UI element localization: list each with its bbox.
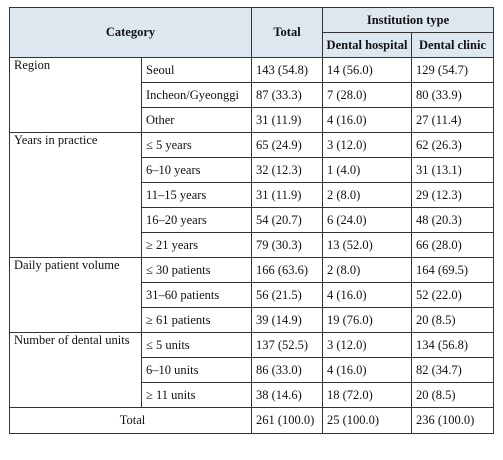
dental-clinic-cell: 164 (69.5) <box>412 258 494 283</box>
group-label: Years in practice <box>10 133 142 258</box>
subcategory-cell: Other <box>142 108 252 133</box>
table-header <box>10 8 494 58</box>
total-cell: 65 (24.9) <box>252 133 323 158</box>
header-dental-clinic: Dental clinic <box>412 33 494 58</box>
table-row <box>10 333 494 358</box>
total-cell: 86 (33.0) <box>252 358 323 383</box>
total-row-hospital: 25 (100.0) <box>323 408 412 434</box>
table-footer <box>10 408 494 434</box>
dental-hospital-cell: 2 (8.0) <box>323 258 412 283</box>
total-row-total: 261 (100.0) <box>252 408 323 434</box>
dental-clinic-cell: 31 (13.1) <box>412 158 494 183</box>
dental-clinic-cell: 29 (12.3) <box>412 183 494 208</box>
subcategory-cell: 6–10 years <box>142 158 252 183</box>
subcategory-cell: Seoul <box>142 58 252 83</box>
dental-clinic-cell: 48 (20.3) <box>412 208 494 233</box>
group-label: Number of dental units <box>10 333 142 408</box>
total-cell: 31 (11.9) <box>252 183 323 208</box>
dental-clinic-cell: 52 (22.0) <box>412 283 494 308</box>
header-total: Total <box>252 8 323 58</box>
header-dental-hospital: Dental hospital <box>323 33 412 58</box>
dental-hospital-cell: 4 (16.0) <box>323 283 412 308</box>
total-cell: 56 (21.5) <box>252 283 323 308</box>
dental-clinic-cell: 27 (11.4) <box>412 108 494 133</box>
total-cell: 137 (52.5) <box>252 333 323 358</box>
subcategory-cell: ≤ 5 years <box>142 133 252 158</box>
table-row <box>10 133 494 158</box>
subcategory-cell: ≥ 21 years <box>142 233 252 258</box>
dental-hospital-cell: 4 (16.0) <box>323 108 412 133</box>
table-body <box>10 58 494 408</box>
total-cell: 39 (14.9) <box>252 308 323 333</box>
dental-clinic-cell: 82 (34.7) <box>412 358 494 383</box>
total-row <box>10 408 494 434</box>
dental-hospital-cell: 6 (24.0) <box>323 208 412 233</box>
total-cell: 32 (12.3) <box>252 158 323 183</box>
total-cell: 87 (33.3) <box>252 83 323 108</box>
dental-hospital-cell: 4 (16.0) <box>323 358 412 383</box>
total-cell: 54 (20.7) <box>252 208 323 233</box>
dental-clinic-cell: 20 (8.5) <box>412 383 494 408</box>
subcategory-cell: 6–10 units <box>142 358 252 383</box>
dental-hospital-cell: 14 (56.0) <box>323 58 412 83</box>
dental-hospital-cell: 3 (12.0) <box>323 333 412 358</box>
dental-hospital-cell: 7 (28.0) <box>323 83 412 108</box>
total-cell: 38 (14.6) <box>252 383 323 408</box>
dental-clinic-cell: 80 (33.9) <box>412 83 494 108</box>
subcategory-cell: Incheon/Gyeonggi <box>142 83 252 108</box>
dental-clinic-cell: 134 (56.8) <box>412 333 494 358</box>
group-label: Region <box>10 58 142 133</box>
dental-hospital-cell: 13 (52.0) <box>323 233 412 258</box>
total-row-label: Total <box>10 408 252 434</box>
table-row <box>10 58 494 83</box>
dental-hospital-cell: 2 (8.0) <box>323 183 412 208</box>
total-row-clinic: 236 (100.0) <box>412 408 494 434</box>
dental-hospital-cell: 18 (72.0) <box>323 383 412 408</box>
total-cell: 31 (11.9) <box>252 108 323 133</box>
dental-clinic-cell: 129 (54.7) <box>412 58 494 83</box>
dental-hospital-cell: 3 (12.0) <box>323 133 412 158</box>
subcategory-cell: 31–60 patients <box>142 283 252 308</box>
subcategory-cell: ≤ 5 units <box>142 333 252 358</box>
dental-clinic-cell: 20 (8.5) <box>412 308 494 333</box>
demographics-table <box>9 7 494 434</box>
subcategory-cell: ≥ 61 patients <box>142 308 252 333</box>
dental-hospital-cell: 19 (76.0) <box>323 308 412 333</box>
total-cell: 166 (63.6) <box>252 258 323 283</box>
group-label: Daily patient volume <box>10 258 142 333</box>
dental-clinic-cell: 66 (28.0) <box>412 233 494 258</box>
total-cell: 143 (54.8) <box>252 58 323 83</box>
header-institution-type: Institution type <box>323 8 494 33</box>
subcategory-cell: ≤ 30 patients <box>142 258 252 283</box>
dental-hospital-cell: 1 (4.0) <box>323 158 412 183</box>
table-row <box>10 258 494 283</box>
subcategory-cell: ≥ 11 units <box>142 383 252 408</box>
header-category: Category <box>10 8 252 58</box>
dental-clinic-cell: 62 (26.3) <box>412 133 494 158</box>
subcategory-cell: 16–20 years <box>142 208 252 233</box>
subcategory-cell: 11–15 years <box>142 183 252 208</box>
total-cell: 79 (30.3) <box>252 233 323 258</box>
